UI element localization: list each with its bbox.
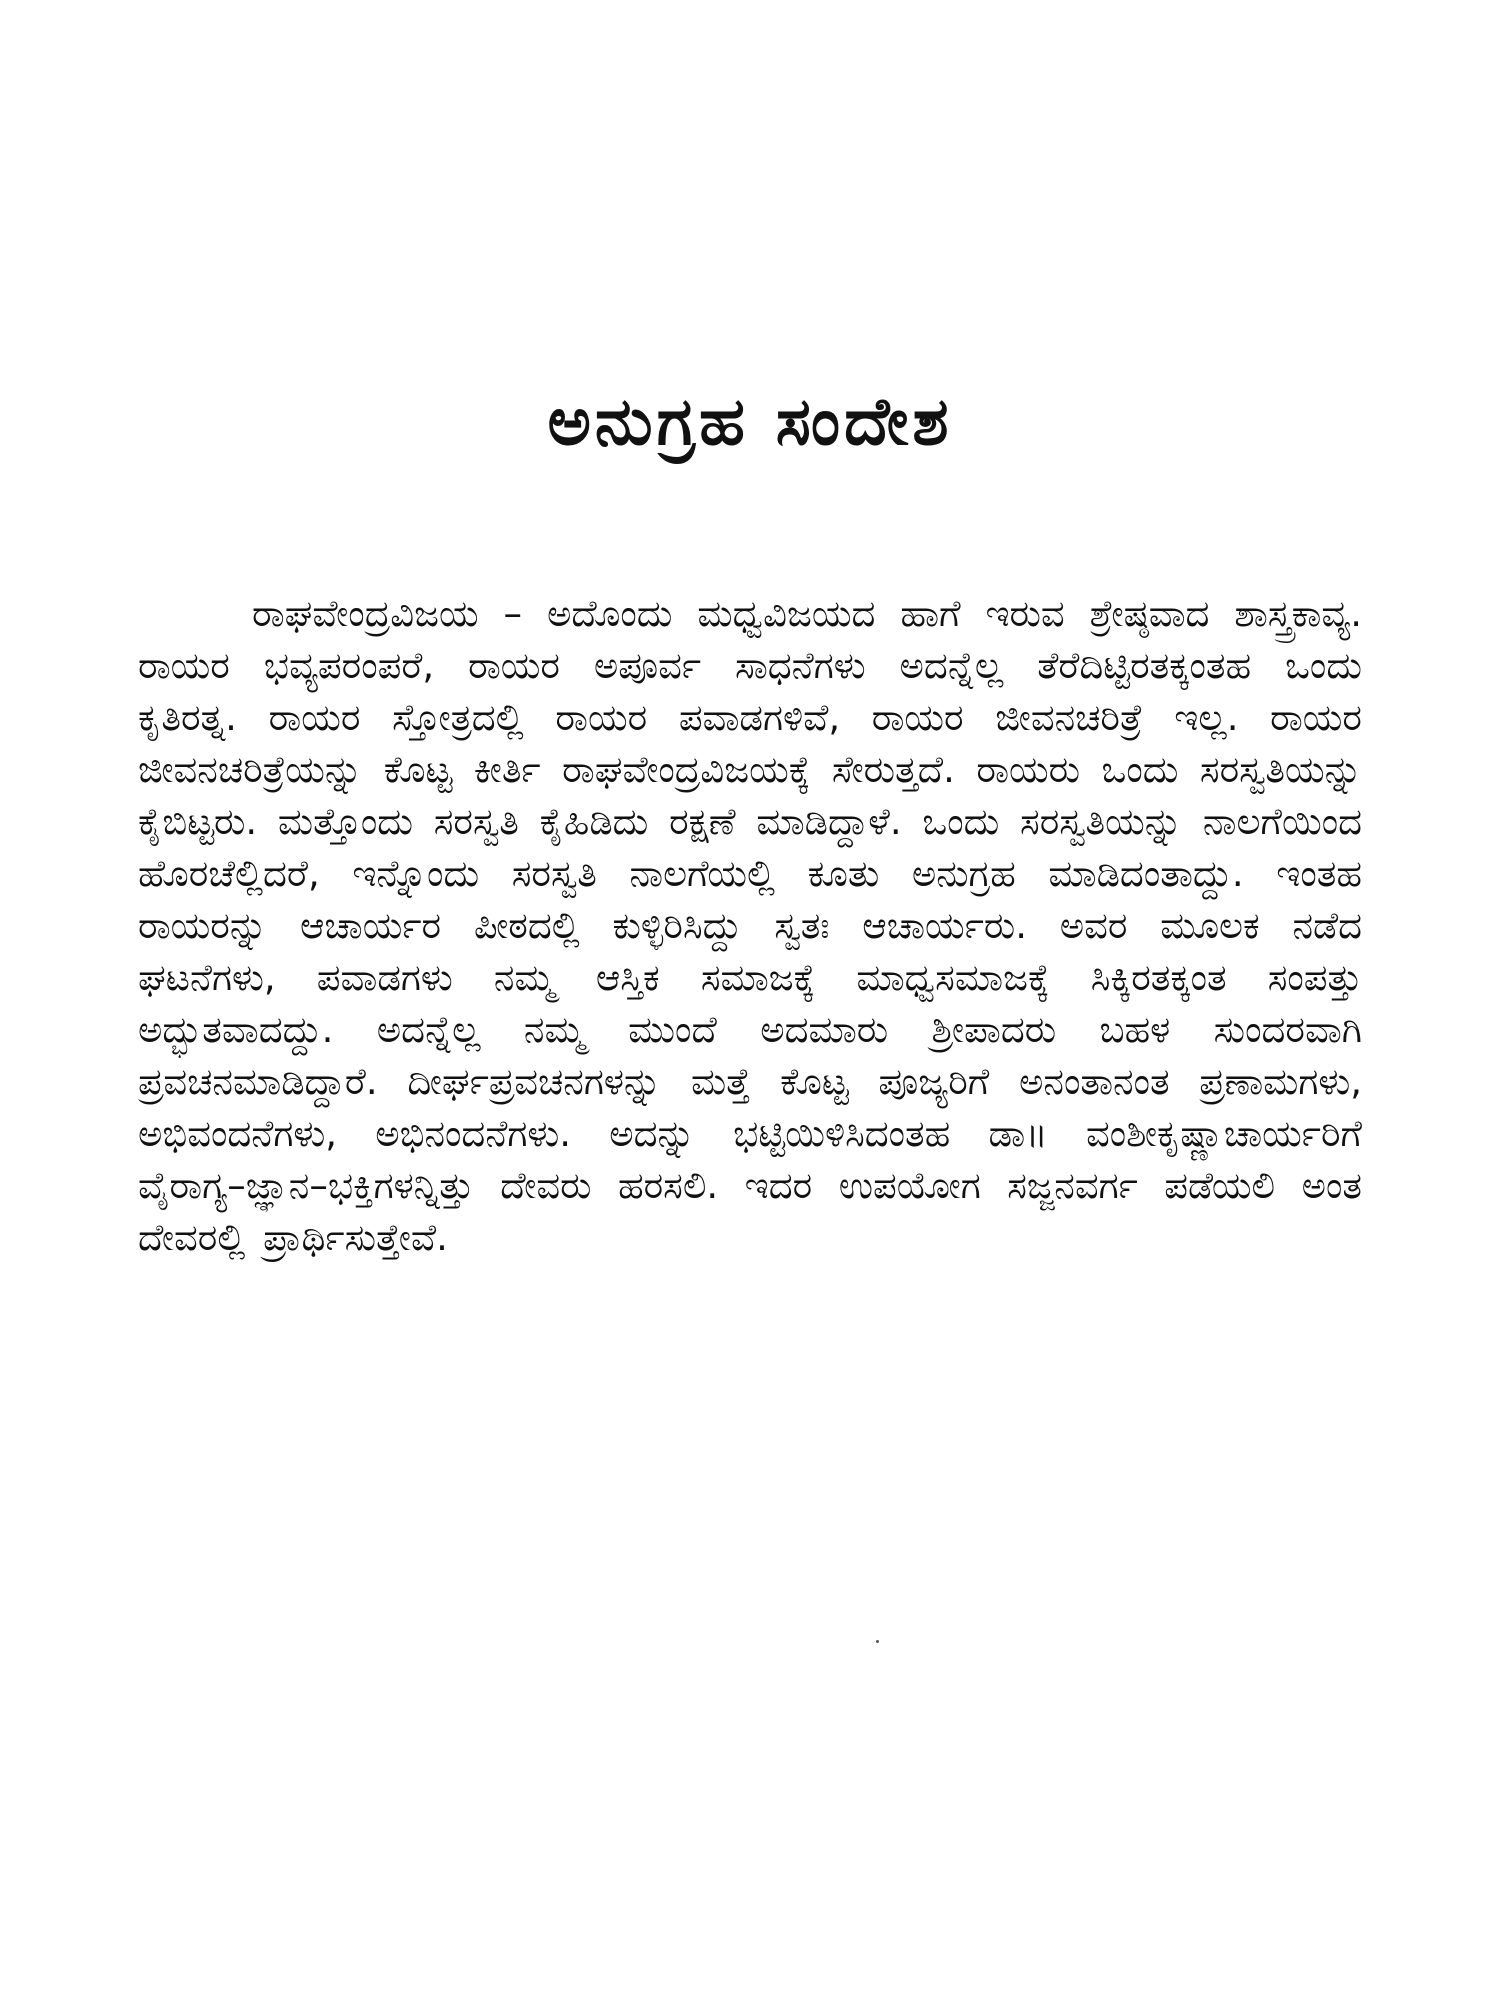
scan-speck: [876, 1640, 879, 1643]
page-title: ಅನುಗ್ರಹ ಸಂದೇಶ: [547, 383, 953, 460]
body-paragraph: ರಾಘವೇಂದ್ರವಿಜಯ – ಅದೊಂದು ಮಧ್ವವಿಜಯದ ಹಾಗೆ ಇರುವ ಶ್ರೇಷ್ಠವಾದ ಶಾಸ್ತ್ರಕಾವ್ಯ. ರಾಯರ ಭವ್ಯಪರಂಪರೆ, ರಾಯರ ಅಪೂರ್ವ ಸಾಧನೆಗಳು ಅದನ್ನೆಲ್ಲ ತೆರೆದಿಟ್ಟಿರತಕ್ಕಂತಹ ಒಂದು ಕೃತಿರತ್ನ. ರಾಯರ ಸ್ತೋತ್ರದಲ್ಲಿ ರಾಯರ ಪವಾಡಗಳಿವೆ, ರಾಯರ ಜೀವನಚರಿತ್ರೆ ಇಲ್ಲ. ರಾಯರ ಜೀವನಚರಿತ್ರೆಯನ್ನು ಕೊಟ್ಟ ಕೀರ್ತಿ ರಾಘವೇಂದ್ರವಿಜಯಕ್ಕೆ ಸೇರುತ್ತದೆ. ರಾಯರು ಒಂದು ಸರಸ್ವತಿಯನ್ನು ಕೈಬಿಟ್ಟರು. ಮತ್ತೊಂದು ಸರಸ್ವತಿ ಕೈಹಿಡಿದು ರಕ್ಷಣೆ ಮಾಡಿದ್ದಾಳೆ. ಒಂದು ಸರಸ್ವತಿಯನ್ನು ನಾಲಗೆಯಿಂದ ಹೊರಚೆಲ್ಲಿದರೆ, ಇನ್ನೊಂದು ಸರಸ್ವತಿ ನಾಲಗೆಯಲ್ಲಿ ಕೂತು ಅನುಗ್ರಹ ಮಾಡಿದಂತಾದ್ದು. ಇಂತಹ ರಾಯರನ್ನು ಆಚಾರ್ಯರ ಪೀಠದಲ್ಲಿ ಕುಳ್ಳಿರಿಸಿದ್ದು ಸ್ವತಃ ಆಚಾರ್ಯರು. ಅವರ ಮೂಲಕ ನಡೆದ ಘಟನೆಗಳು, ಪವಾಡಗಳು ನಮ್ಮ ಆಸ್ತಿಕ ಸಮಾಜಕ್ಕೆ ಮಾಧ್ವಸಮಾಜಕ್ಕೆ ಸಿಕ್ಕಿರತಕ್ಕಂತ ಸಂಪತ್ತು ಅದ್ಭುತವಾದದ್ದು. ಅದನ್ನೆಲ್ಲ ನಮ್ಮ ಮುಂದೆ ಅದಮಾರು ಶ್ರೀಪಾದರು ಬಹಳ ಸುಂದರವಾಗಿ ಪ್ರವಚನಮಾಡಿದ್ದಾರೆ. ದೀರ್ಘಪ್ರವಚನಗಳನ್ನು ಮತ್ತೆ ಕೊಟ್ಟ ಪೂಜ್ಯರಿಗೆ ಅನಂತಾನಂತ ಪ್ರಣಾಮಗಳು, ಅಭಿವಂದನೆಗಳು, ಅಭಿನಂದನೆಗಳು. ಅದನ್ನು ಭಟ್ಟಿಯಿಳಿಸಿದಂತಹ ಡಾ॥ ವಂಶೀಕೃಷ್ಣಾಚಾರ್ಯರಿಗೆ ವೈರಾಗ್ಯ–ಜ್ಞಾನ–ಭಕ್ತಿಗಳನ್ನಿತ್ತು ದೇವರು ಹರಸಲಿ. ಇದರ ಉಪಯೋಗ ಸಜ್ಜನವರ್ಗ ಪಡೆಯಲಿ ಅಂತ ದೇವರಲ್ಲಿ ಪ್ರಾರ್ಥಿಸುತ್ತೇವೆ.: [138, 592, 1362, 1259]
